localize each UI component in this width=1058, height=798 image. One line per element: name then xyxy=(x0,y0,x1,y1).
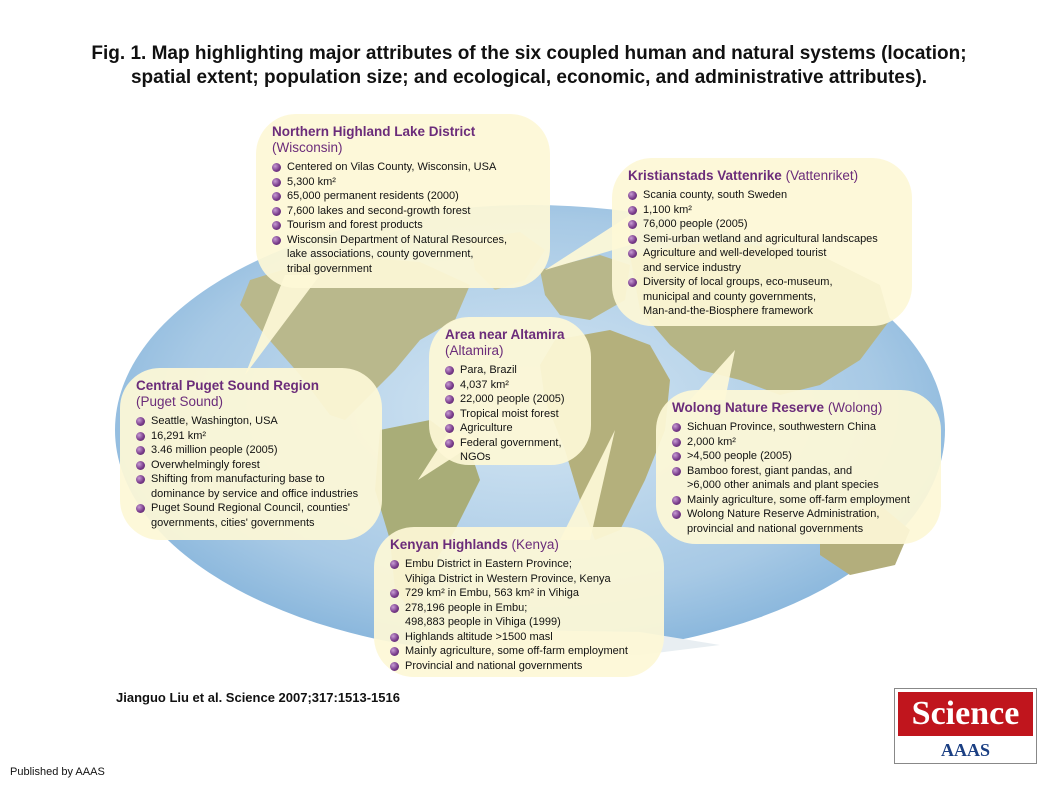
callout-list xyxy=(136,414,368,530)
callout-name: Northern Highland Lake District xyxy=(272,124,476,139)
list-item: Highlands altitude >1500 masl xyxy=(390,630,650,645)
callout-heading xyxy=(445,327,577,359)
callout-name: Wolong Nature Reserve xyxy=(672,400,825,415)
list-item: governments, cities' governments xyxy=(151,516,315,529)
callout-wolong xyxy=(656,390,941,544)
list-item: Agriculture and well-developed tourist xyxy=(628,246,898,261)
callout-short: (Wolong) xyxy=(827,400,883,415)
list-item: 65,000 permanent residents (2000) xyxy=(272,189,536,204)
list-item: and service industry xyxy=(643,261,741,274)
science-logo xyxy=(894,688,1037,764)
figure-title: Fig. 1. Map highlighting major attributes of the six coupled human and natural systems (location; spatial extent; population size; and ecological, economic, and administrative attributes). xyxy=(91,43,967,88)
science-logo-wordmark: Science xyxy=(898,692,1033,736)
list-item: >4,500 people (2005) xyxy=(672,449,927,464)
list-item: Provincial and national governments xyxy=(390,659,650,674)
callout-heading xyxy=(628,168,898,184)
list-item: Embu District in Eastern Province; xyxy=(390,557,650,572)
list-item: Para, Brazil xyxy=(445,363,577,378)
list-item: tribal government xyxy=(287,262,372,275)
callout-heading xyxy=(136,378,368,410)
callout-short: (Wisconsin) xyxy=(272,140,343,155)
list-item: Scania county, south Sweden xyxy=(628,188,898,203)
list-item: NGOs xyxy=(460,451,491,463)
list-item: Puget Sound Regional Council, counties' xyxy=(136,501,368,516)
callout-altamira xyxy=(429,317,591,465)
list-item: Overwhelmingly forest xyxy=(136,458,368,473)
callout-kenya xyxy=(374,527,664,677)
callout-name: Kenyan Highlands xyxy=(390,537,508,552)
callout-short: (Vattenriket) xyxy=(785,168,859,183)
list-item: provincial and national governments xyxy=(687,522,864,535)
list-item: 7,600 lakes and second-growth forest xyxy=(272,204,536,219)
callout-list xyxy=(445,363,577,465)
list-item: Mainly agriculture, some off-farm employment xyxy=(390,644,650,659)
list-item: 729 km² in Embu, 563 km² in Vihiga xyxy=(390,586,650,601)
aaas-logo-wordmark: AAAS xyxy=(940,740,990,760)
list-item: 498,883 people in Vihiga (1999) xyxy=(405,616,561,628)
list-item: Seattle, Washington, USA xyxy=(136,414,368,429)
list-item: 1,100 km² xyxy=(628,203,898,218)
list-item: Diversity of local groups, eco-museum, xyxy=(628,275,898,290)
list-item: 22,000 people (2005) xyxy=(445,392,577,407)
list-item: >6,000 other animals and plant species xyxy=(687,479,879,491)
list-item: 2,000 km² xyxy=(672,435,927,450)
callout-name: Central Puget Sound Region xyxy=(136,378,320,393)
list-item: 3.46 million people (2005) xyxy=(136,443,368,458)
callout-heading xyxy=(672,400,927,416)
callout-short: (Kenya) xyxy=(511,537,559,552)
callout-vattenriket xyxy=(612,158,912,326)
list-item: Federal government, xyxy=(445,436,577,451)
callout-short: (Altamira) xyxy=(445,343,504,358)
callout-list xyxy=(628,188,898,319)
list-item: Shifting from manufacturing base to xyxy=(136,472,368,487)
list-item: Vihiga District in Western Province, Kenya xyxy=(405,572,611,585)
citation-credit: Jianguo Liu et al. Science 2007;317:1513-1516 xyxy=(116,690,400,705)
list-item: Wolong Nature Reserve Administration, xyxy=(672,507,927,522)
list-item: 278,196 people in Embu; xyxy=(390,601,650,616)
list-item: dominance by service and office industries xyxy=(151,487,359,500)
list-item: municipal and county governments, xyxy=(643,290,817,303)
list-item: 5,300 km² xyxy=(272,175,536,190)
callout-heading xyxy=(272,124,536,156)
callout-list xyxy=(672,420,927,536)
list-item: 4,037 km² xyxy=(445,378,577,393)
list-item: Man-and-the-Biosphere framework xyxy=(643,305,813,317)
list-item: Agriculture xyxy=(445,421,577,436)
list-item: Tropical moist forest xyxy=(445,407,577,422)
callout-heading xyxy=(390,537,650,553)
list-item: Centered on Vilas County, Wisconsin, USA xyxy=(272,160,536,175)
callout-list xyxy=(390,557,650,673)
list-item: Semi-urban wetland and agricultural landscapes xyxy=(628,232,898,247)
list-item: Tourism and forest products xyxy=(272,218,536,233)
callout-name: Area near Altamira xyxy=(445,327,565,342)
list-item: Sichuan Province, southwestern China xyxy=(672,420,927,435)
list-item: Mainly agriculture, some off-farm employment xyxy=(672,493,927,508)
list-item: 16,291 km² xyxy=(136,429,368,444)
callout-short: (Puget Sound) xyxy=(136,394,224,409)
callout-puget xyxy=(120,368,382,540)
list-item: 76,000 people (2005) xyxy=(628,217,898,232)
list-item: Bamboo forest, giant pandas, and xyxy=(672,464,927,479)
callout-wisconsin xyxy=(256,114,550,288)
list-item: lake associations, county government, xyxy=(287,248,474,260)
list-item: Wisconsin Department of Natural Resources, xyxy=(272,233,536,248)
callout-name: Kristianstads Vattenrike xyxy=(628,168,782,183)
publisher-label: Published by AAAS xyxy=(10,766,105,778)
callout-list xyxy=(272,160,536,276)
